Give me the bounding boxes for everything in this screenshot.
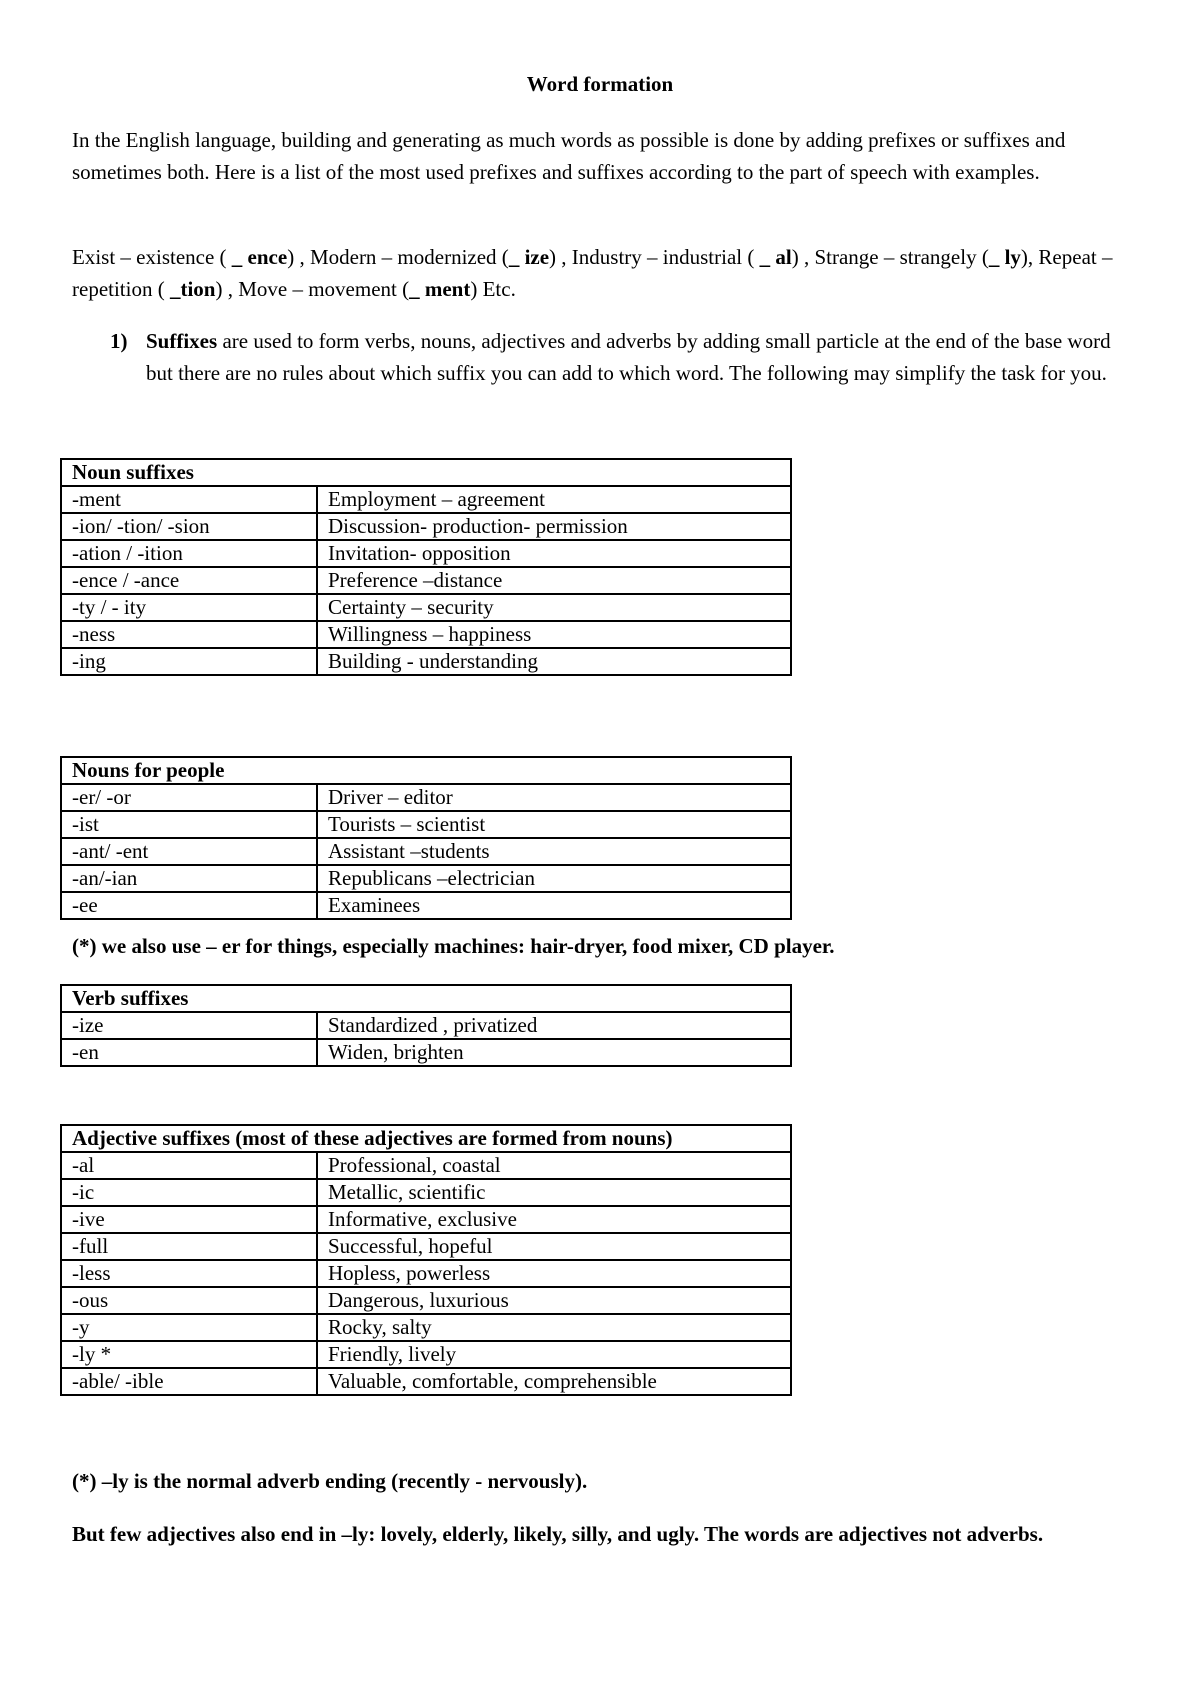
suffix-cell: -ty / - ity xyxy=(61,594,317,621)
suffix-cell: -ant/ -ent xyxy=(61,838,317,865)
examples-cell: Building - understanding xyxy=(317,648,791,675)
nouns-for-people-table xyxy=(60,756,792,920)
table-row xyxy=(61,1287,791,1314)
suffix-cell: -ion/ -tion/ -sion xyxy=(61,513,317,540)
suffixes-term: Suffixes xyxy=(146,329,218,353)
table-row xyxy=(61,1179,791,1206)
table-heading: Verb suffixes xyxy=(61,985,791,1012)
suffix-cell: -an/-ian xyxy=(61,865,317,892)
example-suffix: _tion xyxy=(169,277,216,301)
table-heading-row xyxy=(61,1125,791,1152)
examples-cell: Professional, coastal xyxy=(317,1152,791,1179)
suffix-cell: -ous xyxy=(61,1287,317,1314)
example-text: ) , Move – movement ( xyxy=(215,277,410,301)
examples-cell: Invitation- opposition xyxy=(317,540,791,567)
table-row xyxy=(61,1012,791,1039)
examples-cell: Metallic, scientific xyxy=(317,1179,791,1206)
suffixes-body: are used to form verbs, nouns, adjectives and adverbs by adding small particle at the end of the base word but there are no rules about which suffix you can add to which word. The following may simplify the task for you. xyxy=(146,329,1111,385)
suffix-cell: -ly * xyxy=(61,1341,317,1368)
example-text: Exist – existence ( xyxy=(72,245,232,269)
example-text: ) , Strange – strangely ( xyxy=(791,245,989,269)
table-row xyxy=(61,540,791,567)
table-row xyxy=(61,1260,791,1287)
examples-cell: Standardized , privatized xyxy=(317,1012,791,1039)
example-suffix: _ ize xyxy=(508,245,550,269)
table-row xyxy=(61,1152,791,1179)
verb-suffixes-table xyxy=(60,984,792,1067)
examples-cell: Valuable, comfortable, comprehensible xyxy=(317,1368,791,1395)
suffix-cell: -able/ -ible xyxy=(61,1368,317,1395)
examples-cell: Willingness – happiness xyxy=(317,621,791,648)
suffix-cell: -en xyxy=(61,1039,317,1066)
table-row xyxy=(61,621,791,648)
examples-cell: Employment – agreement xyxy=(317,486,791,513)
suffix-cell: -ist xyxy=(61,811,317,838)
table-row xyxy=(61,1233,791,1260)
table-heading-row xyxy=(61,985,791,1012)
example-suffix: _ ence xyxy=(231,245,288,269)
table-heading-row xyxy=(61,459,791,486)
suffix-cell: -ing xyxy=(61,648,317,675)
table-row xyxy=(61,838,791,865)
suffix-cell: -al xyxy=(61,1152,317,1179)
suffix-cell: -ence / -ance xyxy=(61,567,317,594)
suffix-cell: -ic xyxy=(61,1179,317,1206)
suffix-cell: -ment xyxy=(61,486,317,513)
examples-cell: Republicans –electrician xyxy=(317,865,791,892)
suffix-cell: -ness xyxy=(61,621,317,648)
table-heading: Adjective suffixes (most of these adjectives are formed from nouns) xyxy=(61,1125,791,1152)
table-row xyxy=(61,1314,791,1341)
example-text: ), Repeat – repetition ( xyxy=(72,245,1113,301)
examples-cell: Tourists – scientist xyxy=(317,811,791,838)
suffix-cell: -less xyxy=(61,1260,317,1287)
table-heading-row xyxy=(61,757,791,784)
noun-suffixes-table xyxy=(60,458,792,676)
suffix-cell: -full xyxy=(61,1233,317,1260)
suffix-cell: -ive xyxy=(61,1206,317,1233)
table-row xyxy=(61,567,791,594)
suffix-cell: -er/ -or xyxy=(61,784,317,811)
examples-cell: Preference –distance xyxy=(317,567,791,594)
examples-cell: Assistant –students xyxy=(317,838,791,865)
example-suffix: _ ly xyxy=(988,245,1021,269)
table-row xyxy=(61,1368,791,1395)
page-title: Word formation xyxy=(526,72,674,96)
examples-cell: Friendly, lively xyxy=(317,1341,791,1368)
table-row xyxy=(61,486,791,513)
example-text: ) , Modern – modernized ( xyxy=(287,245,509,269)
examples-cell: Successful, hopeful xyxy=(317,1233,791,1260)
examples-paragraph xyxy=(72,241,1132,305)
suffix-cell: -y xyxy=(61,1314,317,1341)
suffix-cell: -ize xyxy=(61,1012,317,1039)
table-row xyxy=(61,892,791,919)
table-row xyxy=(61,1206,791,1233)
examples-cell: Widen, brighten xyxy=(317,1039,791,1066)
intro-paragraph: In the English language, building and generating as much words as possible is done by adding prefixes or suffixes and sometimes both. Here is a list of the most used prefixes and suffixes according to the part of speech with examples. xyxy=(72,128,1066,184)
example-suffix: _ ment xyxy=(409,277,471,301)
table-row xyxy=(61,865,791,892)
examples-cell: Certainty – security xyxy=(317,594,791,621)
examples-cell: Dangerous, luxurious xyxy=(317,1287,791,1314)
examples-cell: Rocky, salty xyxy=(317,1314,791,1341)
table-heading: Noun suffixes xyxy=(61,459,791,486)
list-number: 1) xyxy=(110,329,128,353)
table-heading: Nouns for people xyxy=(61,757,791,784)
table-row xyxy=(61,1039,791,1066)
table-row xyxy=(61,1341,791,1368)
table-row xyxy=(61,513,791,540)
example-text: ) Etc. xyxy=(470,277,516,301)
suffixes-description xyxy=(146,325,1130,389)
table-row xyxy=(61,648,791,675)
examples-cell: Discussion- production- permission xyxy=(317,513,791,540)
example-suffix: _ al xyxy=(759,245,792,269)
adjective-suffixes-table xyxy=(60,1124,792,1396)
er-machines-note: (*) we also use – er for things, especially machines: hair-dryer, food mixer, CD player. xyxy=(72,934,835,958)
ly-adverb-note: (*) –ly is the normal adverb ending (recently - nervously). xyxy=(72,1469,588,1493)
table-row xyxy=(61,594,791,621)
suffix-cell: -ee xyxy=(61,892,317,919)
examples-cell: Examinees xyxy=(317,892,791,919)
ly-adjectives-note: But few adjectives also end in –ly: lovely, elderly, likely, silly, and ugly. The words are adjectives not adverbs. xyxy=(72,1522,1044,1546)
suffix-cell: -ation / -ition xyxy=(61,540,317,567)
examples-cell: Informative, exclusive xyxy=(317,1206,791,1233)
examples-cell: Driver – editor xyxy=(317,784,791,811)
example-text: ) , Industry – industrial ( xyxy=(549,245,760,269)
table-row xyxy=(61,784,791,811)
table-row xyxy=(61,811,791,838)
examples-cell: Hopless, powerless xyxy=(317,1260,791,1287)
